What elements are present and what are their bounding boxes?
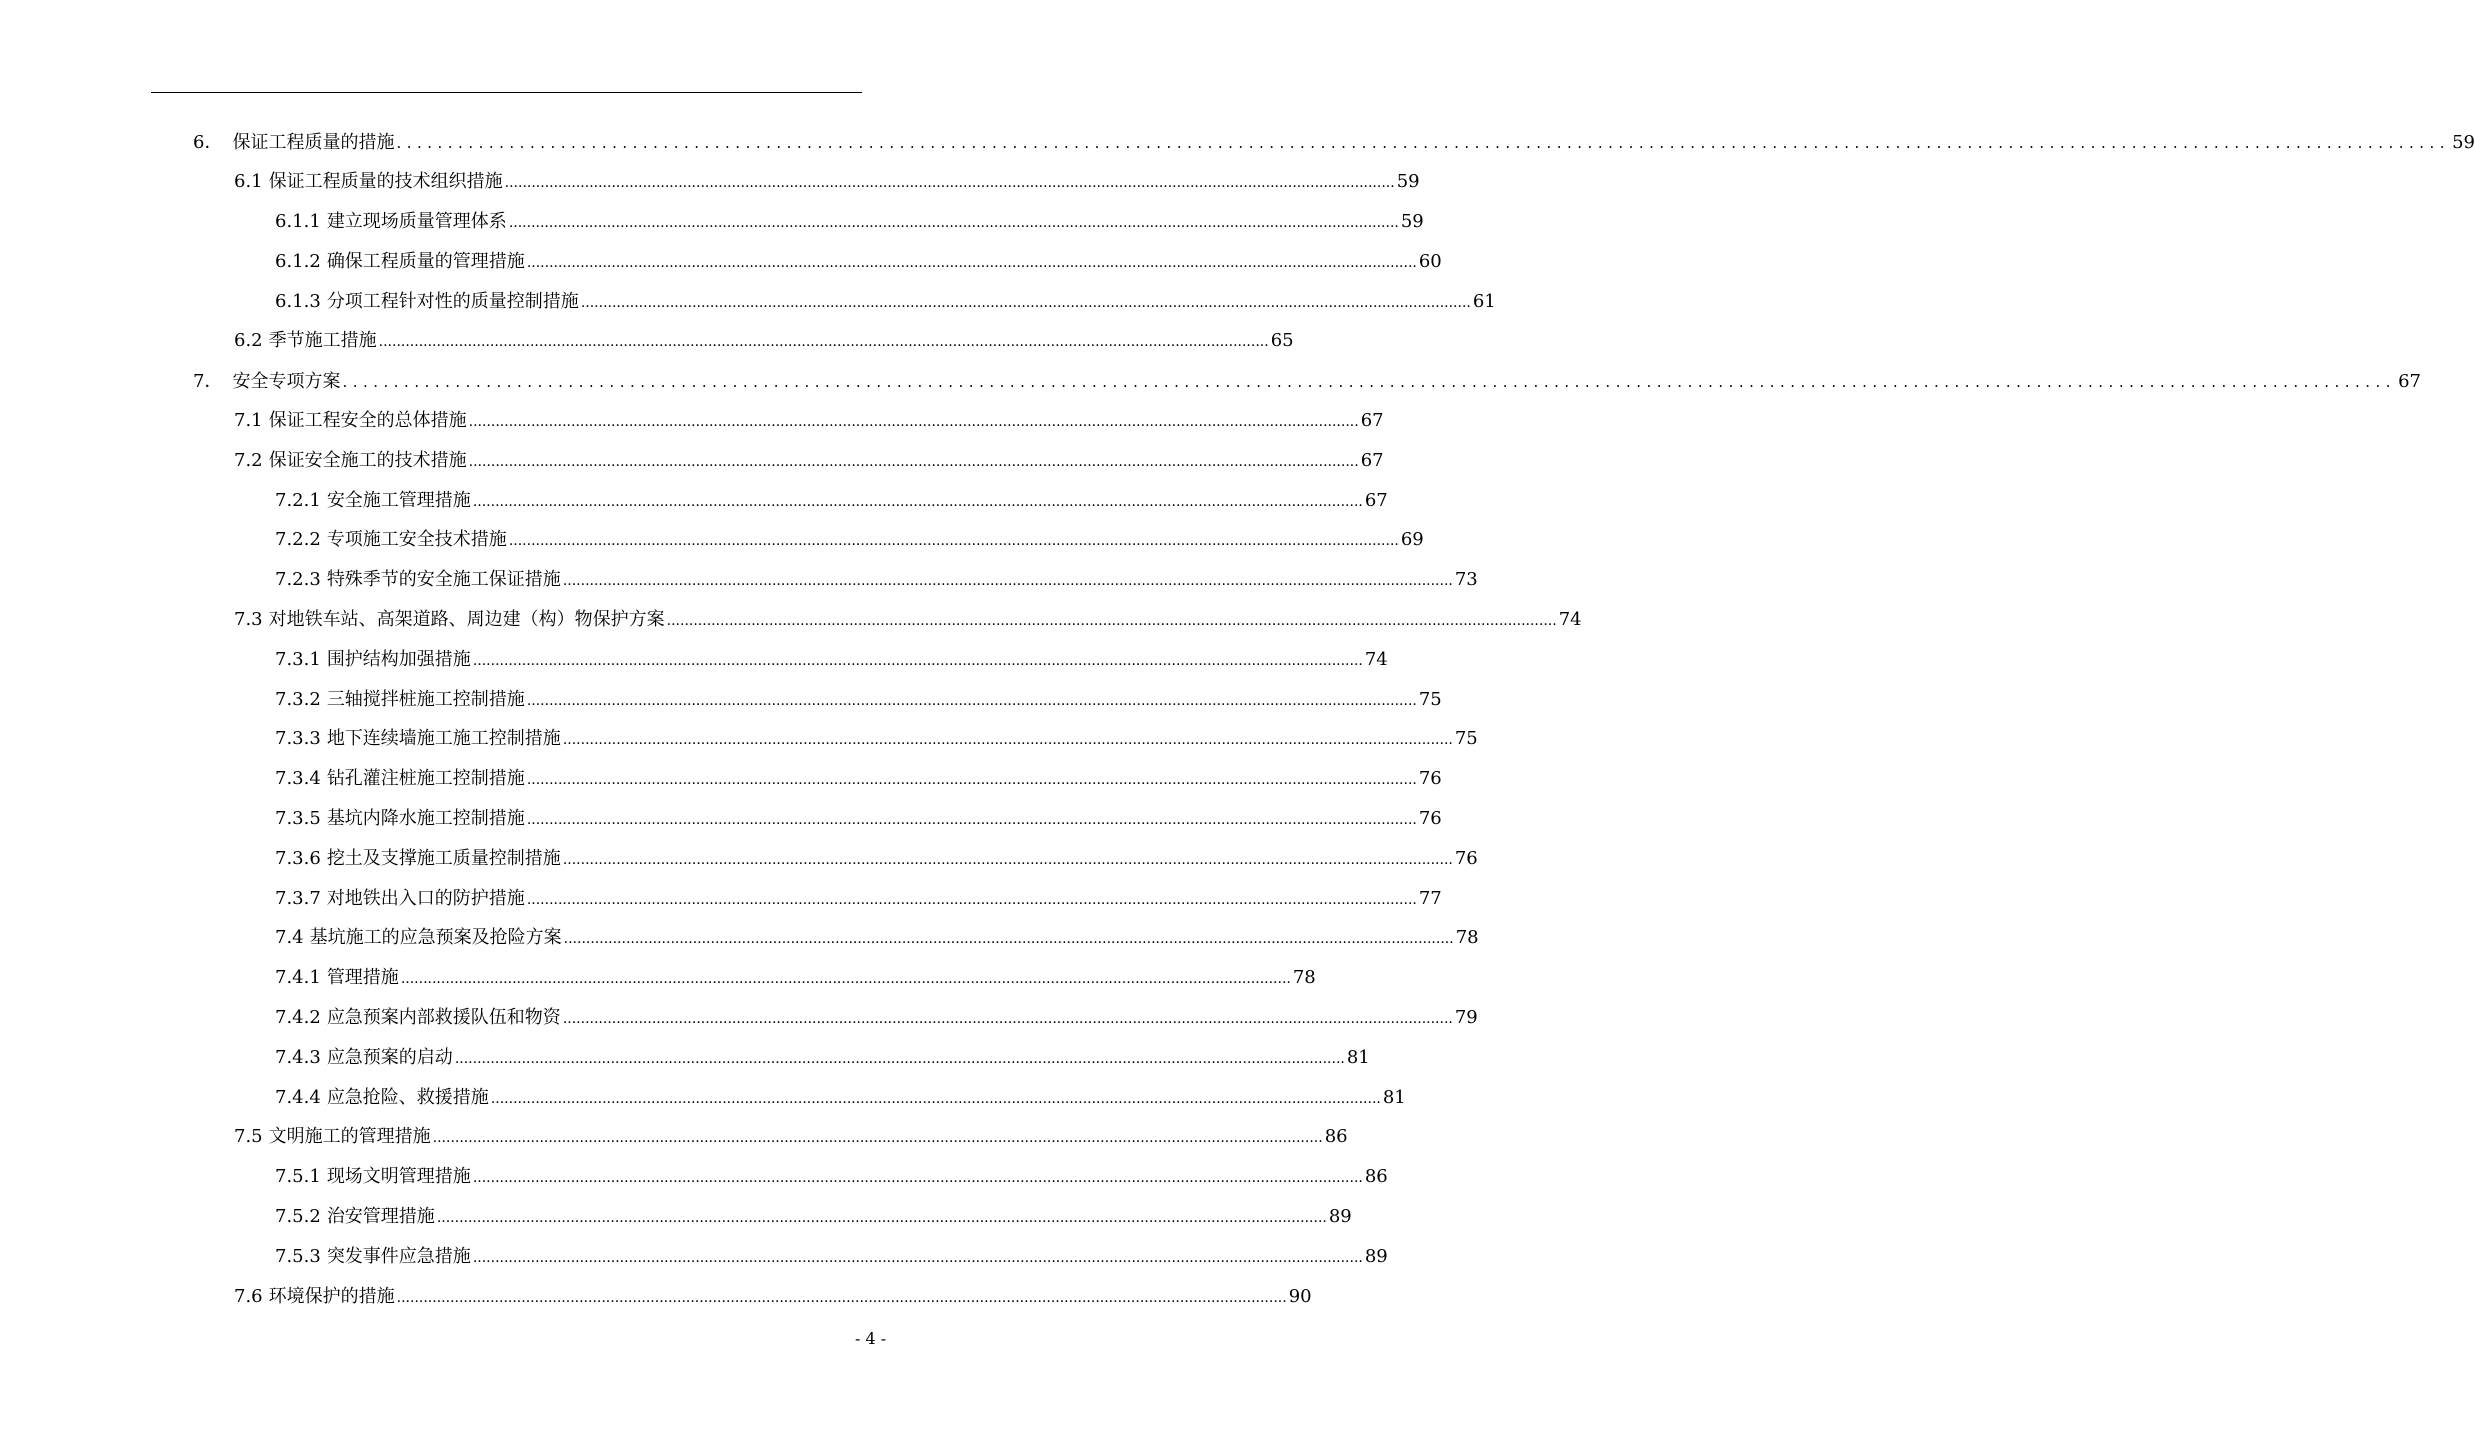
dot-leader: ........................................................................................................................................................................................................ <box>454 1050 1345 1067</box>
toc-entry-line <box>275 1086 1406 1110</box>
dot-leader: ........................................................................................................................................................................................................ <box>472 1249 1363 1266</box>
toc-entry-title: 现场文明管理措施 <box>326 1166 471 1188</box>
dot-leader: ........................................................................................................................................................................................................ <box>508 533 1399 550</box>
toc-entry[interactable] <box>0 242 1442 282</box>
toc-entry-title: 文明施工的管理措施 <box>268 1126 431 1148</box>
dot-leader: ........................................................................................................................................................................................................ <box>396 133 2451 152</box>
toc-entry-number: 7.4 <box>275 927 304 949</box>
toc-entry-page-number: 61 <box>1472 290 1496 312</box>
toc-entry-page-number: 67 <box>2398 370 2421 392</box>
dot-leader: ........................................................................................................................................................................................................ <box>562 1010 1453 1027</box>
toc-entry-number: 7.3 <box>234 608 263 630</box>
toc-entry-line <box>275 967 1316 990</box>
toc-entry-line <box>275 887 1442 911</box>
toc-entry-number: 7.3.7 <box>275 887 321 909</box>
toc-entry-number: 7.2 <box>234 449 263 471</box>
toc-entry-page-number: 78 <box>1455 927 1479 949</box>
toc-entry-number: 7.3.6 <box>275 847 321 869</box>
toc-entry[interactable] <box>0 1078 1406 1118</box>
toc-entry-line <box>275 569 1478 592</box>
toc-entry-page-number: 75 <box>1454 728 1478 750</box>
toc-entry-page-number: 59 <box>1396 171 1420 193</box>
dot-leader: ........................................................................................................................................................................................................ <box>468 453 1359 470</box>
toc-entry-number: 6.2 <box>234 330 263 352</box>
dot-leader: ........................................................................................................................................................................................................ <box>396 1289 1287 1306</box>
toc-entry-line <box>275 529 1424 552</box>
toc-entry-title: 保证安全施工的技术措施 <box>268 449 467 471</box>
toc-entry-line <box>275 489 1388 513</box>
toc-entry[interactable] <box>0 163 1420 203</box>
dot-leader: ........................................................................................................................................................................................................ <box>562 851 1453 868</box>
toc-entry[interactable] <box>0 879 1442 919</box>
toc-entry-line <box>275 688 1442 712</box>
toc-entry-page-number: 89 <box>1328 1205 1352 1227</box>
table-of-contents <box>0 123 2475 1317</box>
toc-entry[interactable] <box>0 601 1582 641</box>
dot-leader: ........................................................................................................................................................................................................ <box>666 612 1557 629</box>
toc-entry-number: 7.2.1 <box>275 489 321 511</box>
dot-leader: ........................................................................................................................................................................................................ <box>342 372 2397 391</box>
toc-entry[interactable] <box>0 521 1424 561</box>
toc-entry[interactable] <box>0 999 1478 1039</box>
toc-entry-page-number: 59 <box>2452 131 2475 153</box>
toc-entry-number: 7.4.1 <box>275 967 321 989</box>
toc-entry-title: 保证工程安全的总体措施 <box>268 409 467 431</box>
dot-leader: ........................................................................................................................................................................................................ <box>526 254 1417 271</box>
toc-entry[interactable] <box>0 203 1424 243</box>
toc-entry-title: 地下连续墙施工施工控制措施 <box>326 728 561 750</box>
toc-entry-line <box>234 171 1420 194</box>
toc-entry-title: 挖土及支撑施工质量控制措施 <box>326 847 561 869</box>
toc-entry-number: 7.3.4 <box>275 768 321 790</box>
toc-entry[interactable] <box>0 1237 1388 1277</box>
toc-entry-number: 7.3.1 <box>275 648 321 670</box>
toc-entry[interactable] <box>0 959 1316 999</box>
toc-entry-title: 治安管理措施 <box>326 1205 435 1227</box>
toc-entry-line <box>193 131 2475 154</box>
toc-entry-title: 基坑内降水施工控制措施 <box>326 807 525 829</box>
toc-entry-title: 应急抢险、救援措施 <box>326 1086 489 1108</box>
dot-leader: ........................................................................................................................................................................................................ <box>526 891 1417 908</box>
toc-entry-title: 钻孔灌注桩施工控制措施 <box>326 768 525 790</box>
toc-entry-page-number: 74 <box>1558 608 1582 630</box>
toc-entry-title: 保证工程质量的措施 <box>232 131 395 153</box>
dot-leader: ........................................................................................................................................................................................................ <box>508 214 1399 231</box>
toc-entry-line <box>275 768 1442 791</box>
toc-entry-line <box>234 1285 1312 1309</box>
toc-entry-page-number: 81 <box>1382 1086 1406 1108</box>
toc-entry-number: 6.1.3 <box>275 290 321 312</box>
page-number: - 4 - <box>855 1329 887 1348</box>
toc-entry-line <box>275 250 1442 274</box>
toc-entry-line <box>234 409 1384 433</box>
toc-entry[interactable] <box>0 561 1478 601</box>
toc-entry-number: 7.5 <box>234 1126 263 1148</box>
toc-entry[interactable] <box>0 441 1384 481</box>
toc-entry[interactable] <box>0 760 1442 800</box>
toc-entry-title: 应急预案内部救援队伍和物资 <box>326 1006 561 1028</box>
toc-entry-line <box>275 847 1478 871</box>
toc-entry-number: 6． <box>193 131 223 153</box>
toc-entry-line <box>275 1006 1478 1030</box>
dot-leader: ........................................................................................................................................................................................................ <box>378 334 1269 351</box>
toc-entry[interactable] <box>0 680 1442 720</box>
toc-entry-line <box>234 608 1582 632</box>
toc-entry-line <box>275 1245 1388 1269</box>
toc-entry-page-number: 59 <box>1400 210 1424 232</box>
toc-entry-title: 建立现场质量管理体系 <box>326 210 507 232</box>
toc-entry-line <box>234 330 1294 353</box>
toc-entry-page-number: 77 <box>1418 887 1442 909</box>
dot-leader: ........................................................................................................................................................................................................ <box>526 692 1417 709</box>
toc-entry-number: 7.6 <box>234 1285 263 1307</box>
toc-entry[interactable] <box>0 720 1478 760</box>
toc-entry-page-number: 86 <box>1364 1166 1388 1188</box>
toc-entry-page-number: 74 <box>1364 648 1388 670</box>
toc-entry[interactable] <box>0 322 1294 362</box>
toc-entry-page-number: 76 <box>1418 768 1442 790</box>
toc-entry-page-number: 76 <box>1418 807 1442 829</box>
toc-entry[interactable] <box>0 919 1479 959</box>
dot-leader: ........................................................................................................................................................................................................ <box>490 1090 1381 1107</box>
dot-leader: ........................................................................................................................................................................................................ <box>563 931 1454 948</box>
toc-entry-number: 7.3.5 <box>275 807 321 829</box>
toc-entry-number: 7.4.4 <box>275 1086 321 1108</box>
toc-entry-number: 7.4.2 <box>275 1006 321 1028</box>
toc-entry-title: 对地铁出入口的防护措施 <box>326 887 525 909</box>
toc-entry-line <box>275 210 1424 234</box>
toc-entry-number: 7.2.2 <box>275 529 321 551</box>
toc-entry-title: 安全施工管理措施 <box>326 489 471 511</box>
toc-entry-title: 三轴搅拌桩施工控制措施 <box>326 688 525 710</box>
toc-entry-number: 7.3.2 <box>275 688 321 710</box>
dot-leader: ........................................................................................................................................................................................................ <box>432 1130 1323 1147</box>
dot-leader: ........................................................................................................................................................................................................ <box>472 1170 1363 1187</box>
toc-entry-title: 特殊季节的安全施工保证措施 <box>326 569 561 591</box>
dot-leader: ........................................................................................................................................................................................................ <box>400 971 1291 988</box>
toc-entry-line <box>193 370 2421 393</box>
dot-leader: ........................................................................................................................................................................................................ <box>436 1209 1327 1226</box>
toc-entry-title: 围护结构加强措施 <box>326 648 471 670</box>
toc-entry-number: 7.1 <box>234 409 263 431</box>
toc-entry[interactable] <box>0 123 2475 163</box>
toc-entry-title: 基坑施工的应急预案及抢险方案 <box>309 927 562 949</box>
toc-entry-line <box>275 1205 1352 1229</box>
toc-entry-number: 7.3.3 <box>275 728 321 750</box>
toc-entry-number: 6.1 <box>234 171 263 193</box>
toc-entry-number: 6.1.2 <box>275 250 321 272</box>
toc-entry[interactable] <box>0 1038 1370 1078</box>
toc-entry-title: 季节施工措施 <box>268 330 377 352</box>
toc-entry-title: 突发事件应急措施 <box>326 1245 471 1267</box>
toc-entry-page-number: 65 <box>1270 330 1294 352</box>
dot-leader: ........................................................................................................................................................................................................ <box>526 772 1417 789</box>
dot-leader: ........................................................................................................................................................................................................ <box>472 652 1363 669</box>
toc-entry-number: 7.5.1 <box>275 1166 321 1188</box>
toc-entry[interactable] <box>0 839 1478 879</box>
toc-entry-line <box>275 807 1442 831</box>
toc-entry-page-number: 73 <box>1454 569 1478 591</box>
toc-entry[interactable] <box>0 1118 1348 1158</box>
toc-entry-line <box>275 927 1479 950</box>
toc-entry-page-number: 67 <box>1360 409 1384 431</box>
toc-entry-title: 保证工程质量的技术组织措施 <box>268 171 503 193</box>
toc-entry-page-number: 78 <box>1292 967 1316 989</box>
toc-entry-page-number: 79 <box>1454 1006 1478 1028</box>
toc-entry-line <box>275 648 1388 672</box>
toc-entry-number: 7． <box>193 370 223 392</box>
dot-leader: ........................................................................................................................................................................................................ <box>504 175 1395 192</box>
toc-entry-number: 7.5.2 <box>275 1205 321 1227</box>
toc-entry-page-number: 67 <box>1360 449 1384 471</box>
toc-entry-title: 分项工程针对性的质量控制措施 <box>326 290 579 312</box>
toc-entry-title: 管理措施 <box>326 967 399 989</box>
toc-entry[interactable] <box>0 1277 1312 1317</box>
toc-entry[interactable] <box>0 1158 1388 1198</box>
header-rule <box>151 92 862 93</box>
toc-entry-line <box>275 1046 1370 1070</box>
toc-entry-page-number: 67 <box>1364 489 1388 511</box>
toc-entry[interactable] <box>0 402 1384 442</box>
toc-entry-page-number: 86 <box>1324 1126 1348 1148</box>
toc-entry-title: 确保工程质量的管理措施 <box>326 250 525 272</box>
toc-entry[interactable] <box>0 282 1496 322</box>
toc-entry-line <box>275 728 1478 751</box>
dot-leader: ........................................................................................................................................................................................................ <box>526 811 1417 828</box>
toc-entry-number: 7.2.3 <box>275 569 321 591</box>
toc-entry-line <box>275 290 1496 314</box>
toc-entry-page-number: 60 <box>1418 250 1442 272</box>
toc-entry[interactable] <box>0 640 1388 680</box>
toc-entry-line <box>234 1126 1348 1149</box>
toc-entry-title: 安全专项方案 <box>232 370 341 392</box>
toc-entry-page-number: 69 <box>1400 529 1424 551</box>
toc-entry[interactable] <box>0 1198 1352 1238</box>
toc-entry-page-number: 75 <box>1418 688 1442 710</box>
toc-entry-title: 对地铁车站、高架道路、周边建（构）物保护方案 <box>268 608 665 630</box>
dot-leader: ........................................................................................................................................................................................................ <box>472 493 1363 510</box>
toc-entry[interactable] <box>0 481 1388 521</box>
toc-entry-line <box>275 1166 1388 1189</box>
toc-entry-page-number: 89 <box>1364 1245 1388 1267</box>
toc-entry-number: 7.5.3 <box>275 1245 321 1267</box>
toc-entry-page-number: 81 <box>1346 1046 1370 1068</box>
toc-entry[interactable] <box>0 800 1442 840</box>
toc-entry-line <box>234 449 1384 473</box>
dot-leader: ........................................................................................................................................................................................................ <box>562 573 1453 590</box>
toc-entry-title: 专项施工安全技术措施 <box>326 529 507 551</box>
toc-entry-page-number: 90 <box>1288 1285 1312 1307</box>
dot-leader: ........................................................................................................................................................................................................ <box>468 413 1359 430</box>
toc-entry-number: 7.4.3 <box>275 1046 321 1068</box>
dot-leader: ........................................................................................................................................................................................................ <box>562 732 1453 749</box>
dot-leader: ........................................................................................................................................................................................................ <box>580 294 1471 311</box>
toc-entry-number: 6.1.1 <box>275 210 321 232</box>
toc-entry[interactable] <box>0 362 2421 402</box>
toc-entry-page-number: 76 <box>1454 847 1478 869</box>
toc-entry-title: 环境保护的措施 <box>268 1285 395 1307</box>
toc-entry-title: 应急预案的启动 <box>326 1046 453 1068</box>
